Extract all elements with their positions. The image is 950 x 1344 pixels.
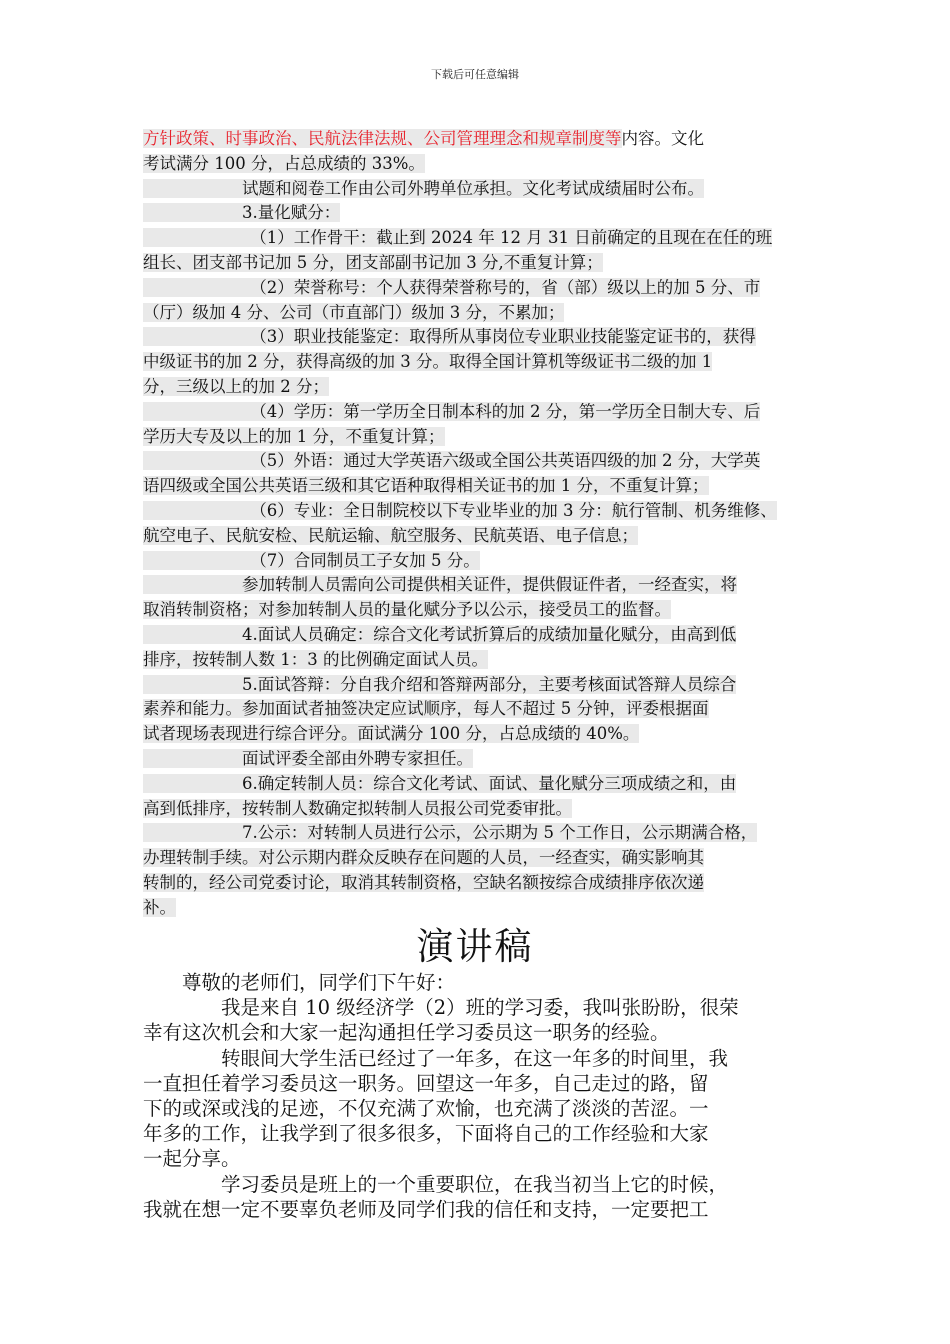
speech-title: 演讲稿 (416, 925, 534, 968)
paragraph-line: 面试评委全部由外聘专家担任。 (143, 748, 473, 768)
paragraph-line: 试题和阅卷工作由公司外聘单位承担。文化考试成绩届时公布。 (143, 178, 704, 198)
speech-line: 年多的工作，让我学到了很多很多，下面将自己的工作经验和大家 (143, 1122, 709, 1146)
speech-line: 转眼间大学生活已经过了一年多，在这一年多的时间里，我 (143, 1046, 729, 1070)
highlighted-red-text: 方针政策、时事政治、民航法律法规、公司管理理念和规章制度等 (143, 129, 622, 148)
paragraph-line: 素养和能力。参加面试者抽签决定应试顺序，每人不超过 5 分钟，评委根据面 (143, 699, 709, 719)
paragraph-line: 中级证书的加 2 分，获得高级的加 3 分。取得全国计算机等级证书二级的加 1 (143, 352, 713, 372)
paragraph-line: （1）工作骨干：截止到 2024 年 12 月 31 日前确定的且现在在任的班 (143, 228, 773, 248)
paragraph-line: 组长、团支部书记加 5 分，团支部副书记加 3 分,不重复计算； (143, 252, 603, 272)
speech-line: 下的或深或浅的足迹，不仅充满了欢愉，也充满了淡淡的苦涩。一 (143, 1096, 709, 1120)
paragraph-line: 语四级或全国公共英语三级和其它语种取得相关证书的加 1 分，不重复计算； (143, 476, 709, 496)
paragraph-line: 转制的，经公司党委讨论，取消其转制资格，空缺名额按综合成绩排序依次递 (143, 872, 704, 892)
paragraph-line: 学历大专及以上的加 1 分，不重复计算； (143, 426, 445, 446)
speech-line: 幸有这次机会和大家一起沟通担任学习委员这一职务的经验。 (143, 1021, 670, 1045)
paragraph-line: 取消转制资格；对参加转制人员的量化赋分予以公示，接受员工的监督。 (143, 600, 671, 620)
speech-body (143, 970, 843, 1222)
paragraph-line: （厅）级加 4 分、公司（市直部门）级加 3 分，不累加； (143, 302, 565, 322)
paragraph-line: 试者现场表现进行综合评分。面试满分 100 分，占总成绩的 40%。 (143, 724, 640, 744)
paragraph-line: 补。 (143, 897, 176, 917)
speech-line: 我是来自 10 级经济学（2）班的学习委，我叫张盼盼，很荣 (143, 996, 739, 1020)
page-header: 下载后可任意编辑 (431, 68, 519, 81)
regulation-section (143, 127, 833, 921)
paragraph-line: 7.公示：对转制人员进行公示，公示期为 5 个工作日，公示期满合格， (143, 823, 758, 843)
paragraph-line: 高到低排序，按转制人数确定拟转制人员报公司党委审批。 (143, 798, 572, 818)
paragraph-line: 考试满分 100 分，占总成绩的 33%。 (143, 153, 425, 173)
paragraph-line: 办理转制手续。对公示期内群众反映存在问题的人员，一经查实，确实影响其 (143, 848, 704, 868)
paragraph-line: （5）外语：通过大学英语六级或全国公共英语四级的加 2 分，大学英 (143, 451, 761, 471)
paragraph-line: （6）专业：全日制院校以下专业毕业的加 3 分：航行管制、机务维修、 (143, 500, 777, 520)
paragraph-line: （3）职业技能鉴定：取得所从事岗位专业职业技能鉴定证书的，获得 (143, 327, 756, 347)
paragraph-line: 6.确定转制人员：综合文化考试、面试、量化赋分三项成绩之和，由 (143, 773, 737, 793)
paragraph-line: 参加转制人员需向公司提供相关证件，提供假证件者，一经查实，将 (143, 575, 737, 595)
speech-line: 尊敬的老师们，同学们下午好： (143, 971, 456, 994)
paragraph-line: 5.面试答辩：分自我介绍和答辩两部分，主要考核面试答辩人员综合 (143, 674, 737, 694)
paragraph-line: （4）学历：第一学历全日制本科的加 2 分，第一学历全日制大专、后 (143, 401, 761, 421)
paragraph-line: 排序，按转制人数 1：3 的比例确定面试人员。 (143, 649, 488, 669)
paragraph-text: 内容。文化 (621, 129, 704, 148)
speech-line: 一直担任着学习委员这一职务。回望这一年多，自己走过的路，留 (143, 1071, 709, 1095)
paragraph-line: 航空电子、民航安检、民航运输、航空服务、民航英语、电子信息； (143, 525, 638, 545)
speech-line: 我就在想一定不要辜负老师及同学们我的信任和支持，一定要把工 (143, 1197, 709, 1221)
paragraph-line: 3.量化赋分： (143, 203, 341, 223)
speech-line: 学习委员是班上的一个重要职位，在我当初当上它的时候， (143, 1172, 729, 1196)
paragraph-line: 分，三级以上的加 2 分； (143, 376, 329, 396)
paragraph-line: （2）荣誉称号：个人获得荣誉称号的，省（部）级以上的加 5 分、市 (143, 277, 761, 297)
speech-line: 一起分享。 (143, 1147, 241, 1171)
paragraph-line: （7）合同制员工子女加 5 分。 (143, 550, 480, 570)
paragraph-line (143, 127, 833, 152)
paragraph-line: 4.面试人员确定：综合文化考试折算后的成绩加量化赋分，由高到低 (143, 624, 737, 644)
